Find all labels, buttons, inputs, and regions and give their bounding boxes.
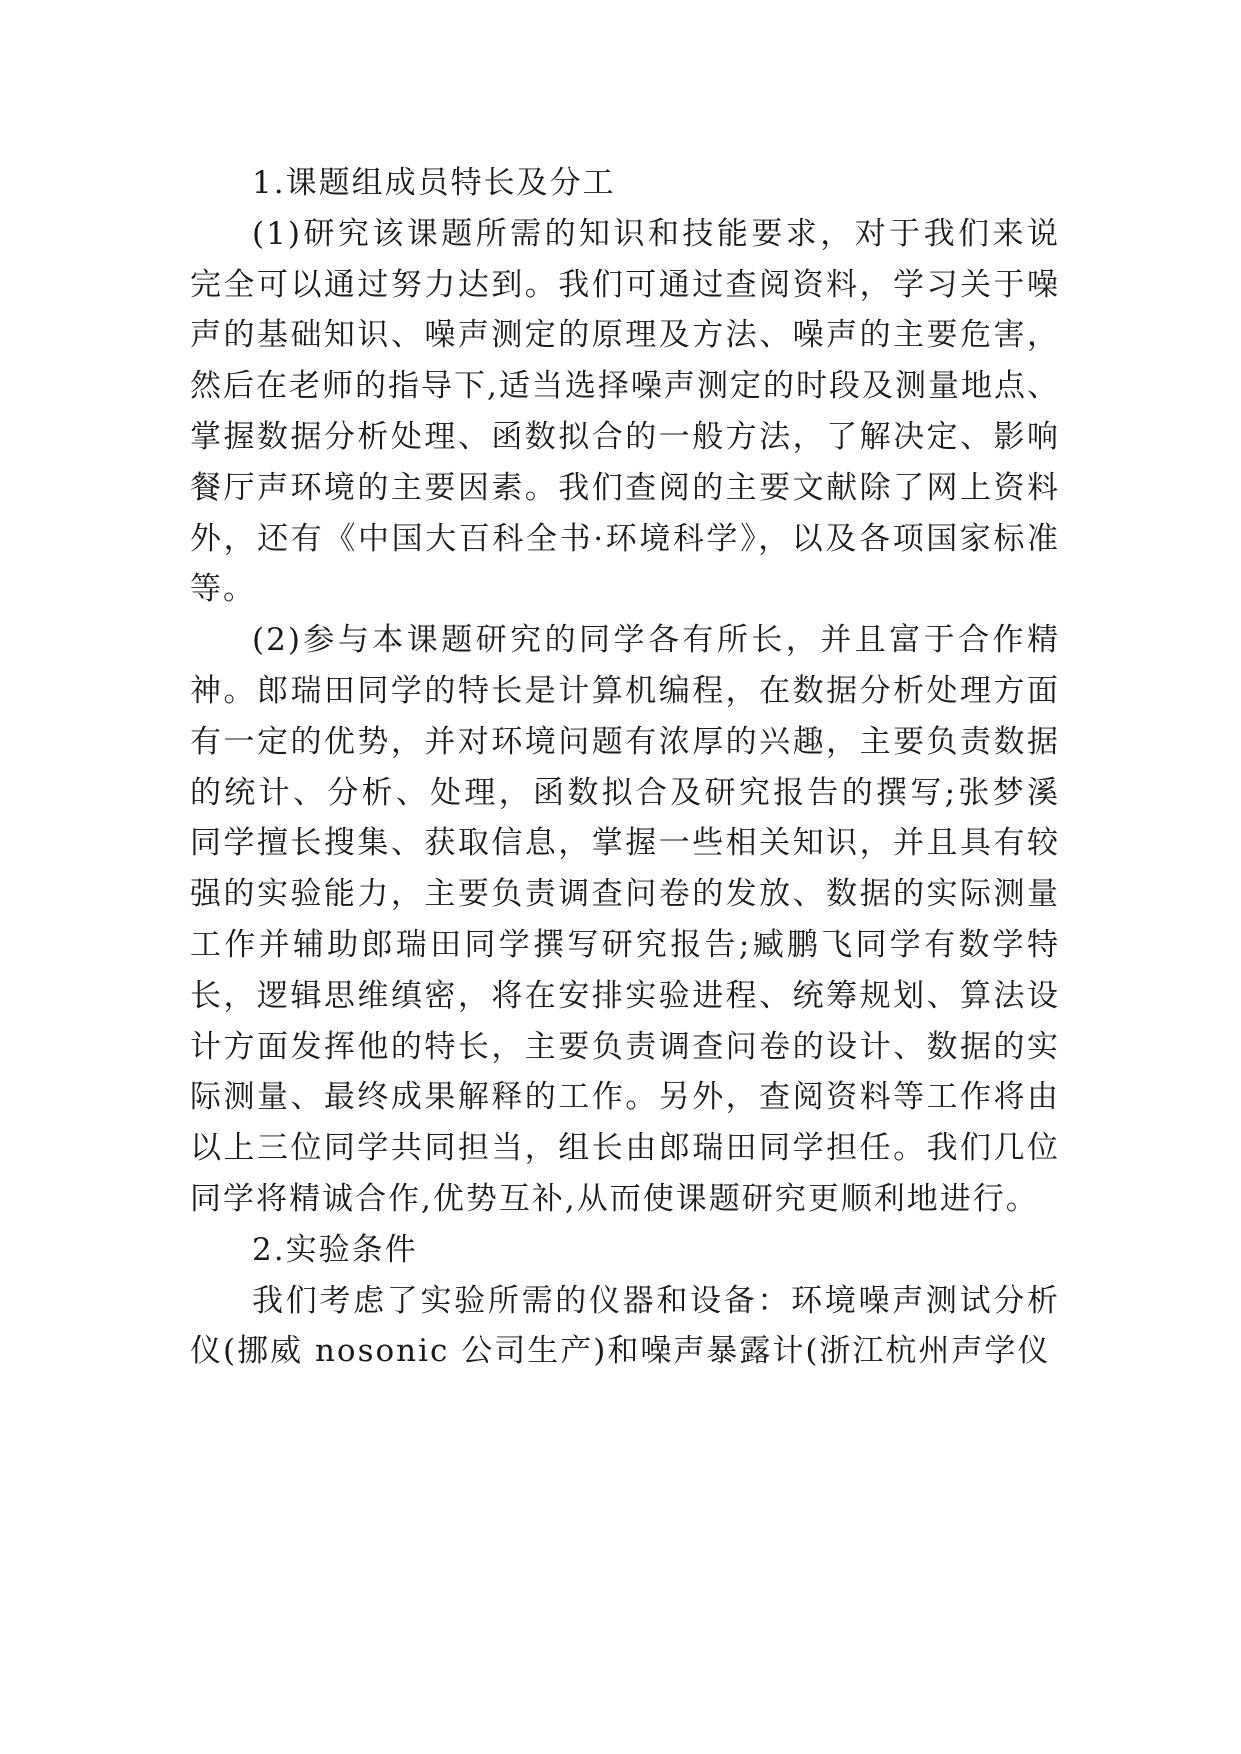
paragraph-experiment-equipment: 我们考虑了实验所需的仪器和设备：环境噪声测试分析仪(挪威 nosonic 公司生产)和噪声暴露计(浙江杭州声学仪	[190, 1282, 1060, 1370]
paragraph-knowledge-requirements: (1)研究该课题所需的知识和技能要求，对于我们来说完全可以通过努力达到。我们可通过查阅资料，学习关于噪声的基础知识、噪声测定的原理及方法、噪声的主要危害，然后在老师的指导下,适当选择噪声测定的时段及测量地点、掌握数据分析处理、函数拟合的一般方法，了解决定、影响餐厅声环境的主要因素。我们查阅的主要文献除了网上资料外，还有《中国大百科全书·环境科学》，以及各项国家标准等。	[190, 215, 1060, 608]
section-heading-1: 1.课题组成员特长及分工	[252, 165, 616, 201]
document-body	[190, 158, 1060, 1377]
section-heading-2: 2.实验条件	[252, 1231, 418, 1268]
paragraph-team-roles: (2)参与本课题研究的同学各有所长，并且富于合作精神。郎瑞田同学的特长是计算机编程，在数据分析处理方面有一定的优势，并对环境问题有浓厚的兴趣，主要负责数据的统计、分析、处理，函数拟合及研究报告的撰写;张梦溪同学擅长搜集、获取信息，掌握一些相关知识，并且具有较强的实验能力，主要负责调查问卷的发放、数据的实际测量工作并辅助郎瑞田同学撰写研究报告;臧鹏飞同学有数学特长，逻辑思维缜密，将在安排实验进程、统筹规划、算法设计方面发挥他的特长，主要负责调查问卷的设计、数据的实际测量、最终成果解释的工作。另外，查阅资料等工作将由以上三位同学共同担当，组长由郎瑞田同学担任。我们几位同学将精诚合作,优势互补,从而使课题研究更顺利地进行。	[190, 622, 1060, 1217]
